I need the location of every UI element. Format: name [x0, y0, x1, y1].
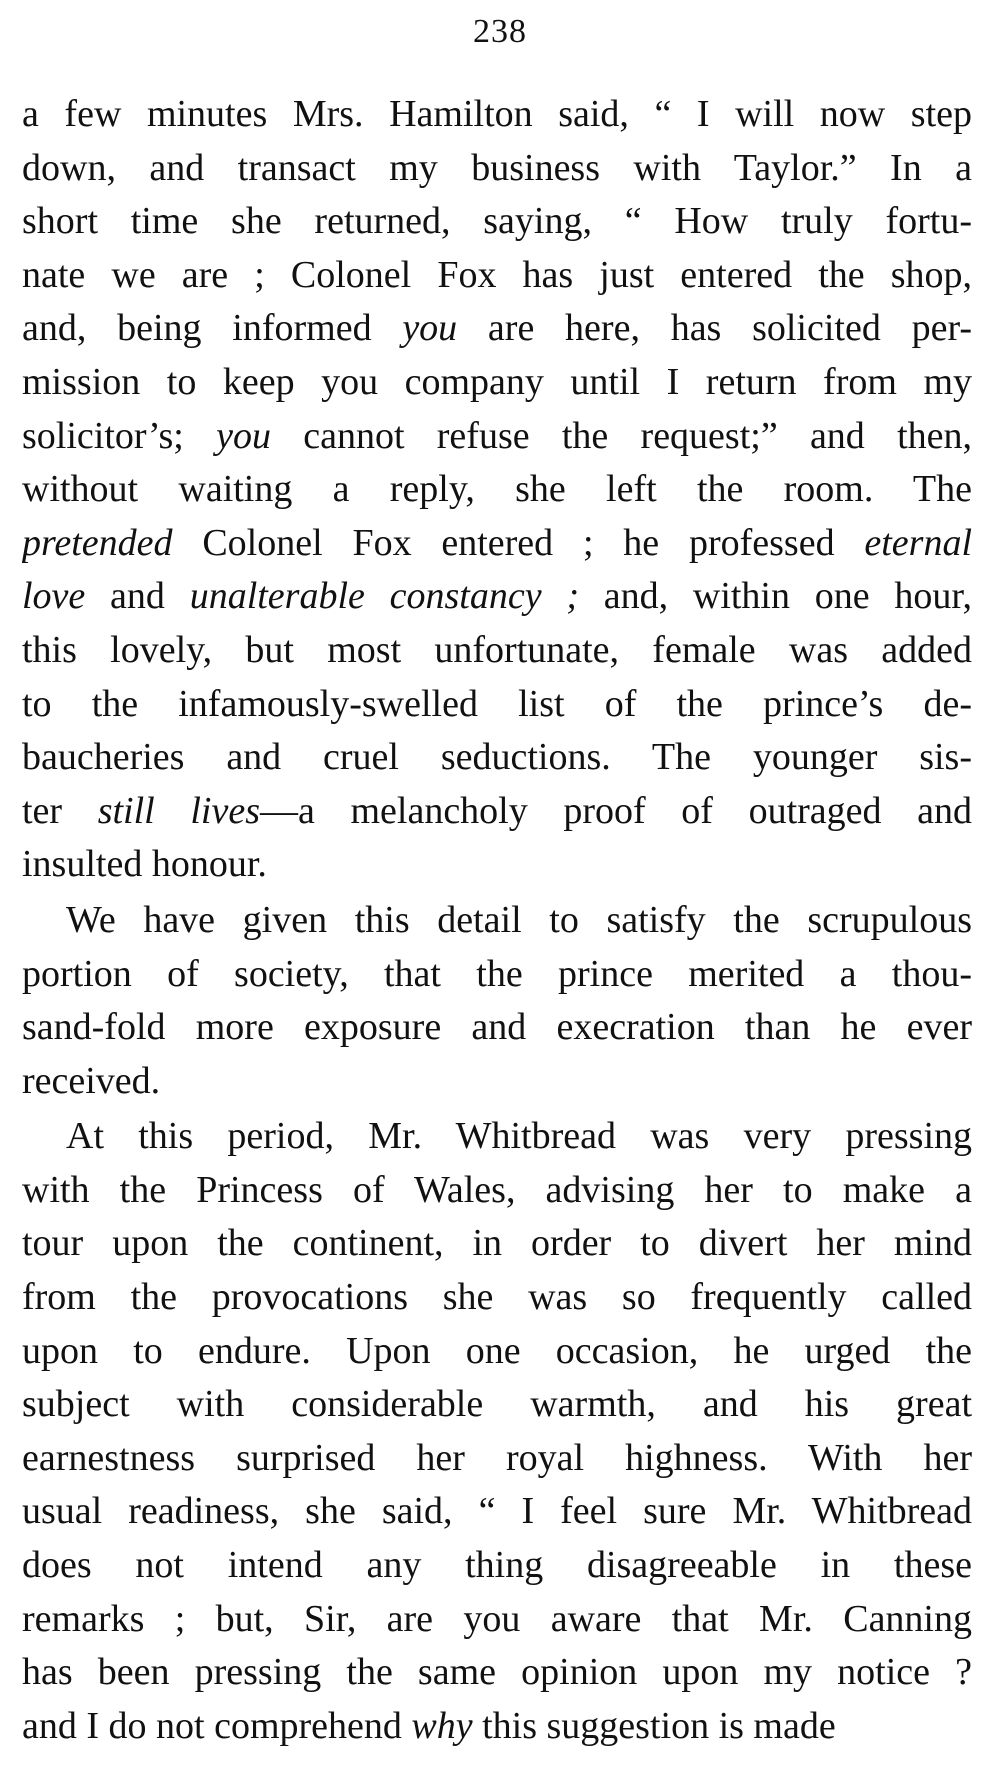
text-run: does not intend any thing disagreeable in these [22, 1544, 972, 1587]
text-line [22, 195, 972, 249]
italic-text: love [22, 575, 86, 618]
text-line [22, 249, 972, 303]
text-line [22, 1325, 972, 1379]
text-run: mission to keep you company until I return from my [22, 360, 972, 403]
text-run: down, and transact my business with Taylor.” In a [22, 146, 972, 189]
text-line [22, 1055, 972, 1109]
text-line [22, 1593, 972, 1647]
text-line [22, 894, 972, 948]
text-line [22, 1432, 972, 1486]
text-line [22, 1001, 972, 1055]
italic-text: eternal [864, 521, 972, 564]
text-line [22, 517, 972, 571]
text-line [22, 948, 972, 1002]
text-line [22, 1539, 972, 1593]
text-run: We have given this detail to satisfy the scrupulous [66, 898, 972, 941]
text-run: baucheries and cruel seductions. The younger sis- [22, 736, 972, 779]
text-run: ter [22, 789, 98, 832]
text-line [22, 838, 972, 892]
text-line [22, 302, 972, 356]
text-run: subject with considerable warmth, and his great [22, 1383, 972, 1426]
italic-text: you [216, 414, 271, 457]
text-run: this suggestion is made [472, 1704, 836, 1747]
text-line [22, 1164, 972, 1218]
text-run: a few minutes Mrs. Hamilton said, “ I will now step [22, 93, 972, 135]
text-line [22, 1485, 972, 1539]
text-run: sand-fold more exposure and execration than he ever [22, 1006, 972, 1049]
text-line [22, 356, 972, 410]
text-line [22, 1110, 972, 1164]
body-text [22, 88, 972, 1753]
text-run: At this period, Mr. Whitbread was very pressing [66, 1115, 972, 1158]
text-run: to the infamously-swelled list of the prince’s de- [22, 682, 972, 725]
text-line [22, 1646, 972, 1700]
text-line [22, 1271, 972, 1325]
text-run: are here, has solicited per- [457, 307, 972, 350]
text-line [22, 142, 972, 196]
text-line [22, 570, 972, 624]
text-run: usual readiness, she said, “ I feel sure Mr. Whitbread [22, 1490, 972, 1533]
page-number: 238 [473, 13, 527, 50]
text-line [22, 88, 972, 142]
text-run: and, within one hour, [579, 575, 972, 618]
text-run: has been pressing the same opinion upon my notice ? [22, 1651, 972, 1694]
italic-text: you [402, 307, 458, 350]
text-run: this lovely, but most unfortunate, female was added [22, 628, 972, 671]
italic-text: unalterable constancy ; [189, 575, 579, 618]
text-run: Colonel Fox entered ; he professed [172, 521, 865, 564]
text-line [22, 678, 972, 732]
text-run: and [85, 575, 190, 618]
text-run: remarks ; but, Sir, are you aware that Mr. Canning [22, 1597, 972, 1640]
text-run: without waiting a reply, she left the room. The [22, 468, 972, 511]
text-line [22, 1700, 972, 1754]
text-line [22, 463, 972, 517]
text-line [22, 785, 972, 839]
text-run: —a melancholy proof of outraged and [259, 789, 972, 832]
text-run: with the Princess of Wales, advising her to make a [22, 1168, 972, 1211]
text-run: received. [22, 1059, 161, 1102]
text-run: insulted honour. [22, 843, 267, 886]
italic-text: still lives [97, 789, 260, 832]
text-line [22, 731, 972, 785]
text-run: cannot refuse the request;” and then, [270, 414, 972, 457]
text-line [22, 1378, 972, 1432]
text-run: from the provocations she was so frequently called [22, 1276, 972, 1319]
text-line [22, 410, 972, 464]
italic-text: why [411, 1704, 473, 1747]
text-run: earnestness surprised her royal highness. With her [22, 1436, 972, 1479]
text-line [22, 1217, 972, 1271]
text-run: tour upon the continent, in order to divert her mind [22, 1222, 972, 1265]
text-run: upon to endure. Upon one occasion, he urged the [22, 1329, 972, 1372]
text-run: solicitor’s; [22, 414, 217, 457]
text-run: short time she returned, saying, “ How truly fortu- [22, 200, 972, 243]
text-run: and I do not comprehend [22, 1704, 412, 1747]
text-run: portion of society, that the prince merited a thou- [22, 952, 972, 995]
text-run: nate we are ; Colonel Fox has just entered the shop, [22, 253, 972, 296]
italic-text: pretended [22, 521, 173, 564]
text-run: and, being informed [22, 307, 403, 350]
text-line [22, 624, 972, 678]
